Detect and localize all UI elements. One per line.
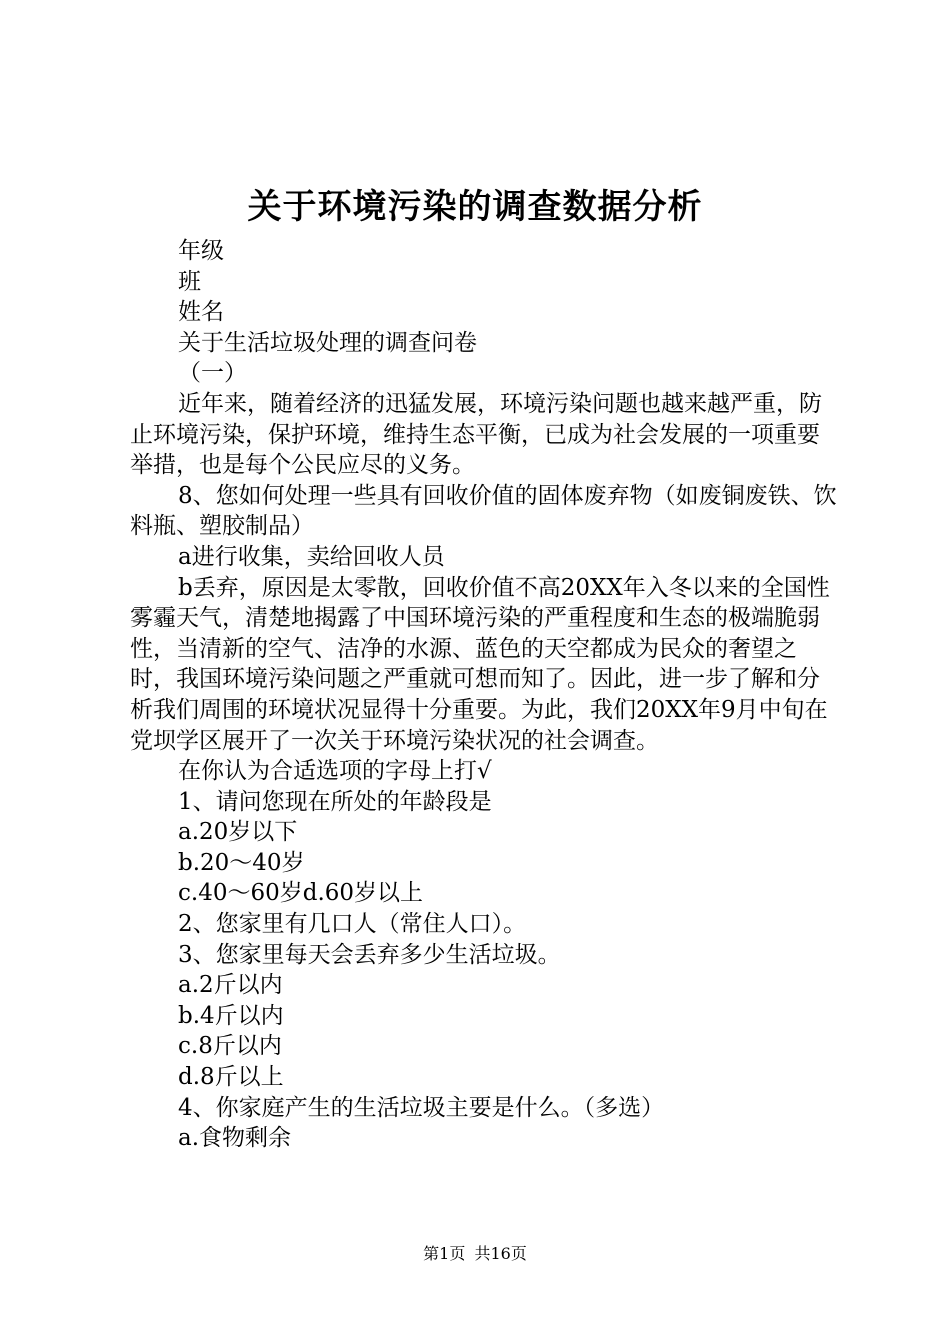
paragraph: 在你认为合适选项的字母上打√ <box>178 758 492 785</box>
paragraph: 8、您如何处理一些具有回收价值的固体废弃物（如废铜废铁、饮料瓶、塑胶制品） <box>130 482 837 540</box>
paragraph: 关于生活垃圾处理的调查问卷 <box>178 329 477 356</box>
paragraph: 年级 <box>178 238 224 264</box>
paragraph: 姓名 <box>178 299 224 326</box>
paragraph: a.2斤以内 <box>178 972 283 999</box>
paragraph: （一） <box>178 360 247 387</box>
paragraph: 班 <box>178 268 201 295</box>
paragraph: 3、您家里每天会丢弃多少生活垃圾。 <box>178 941 561 968</box>
paragraph: b.4斤以内 <box>178 1002 284 1029</box>
paragraph: b.20～40岁 <box>178 849 305 876</box>
paragraph: 近年来，随着经济的迅猛发展，环境污染问题也越来越严重，防止环境污染，保护环境，维持生态平衡，已成为社会发展的一项重要举措，也是每个公民应尽的义务。 <box>130 390 822 479</box>
paragraph: a进行收集，卖给回收人员 <box>178 543 445 570</box>
page-footer <box>0 1243 950 1265</box>
page-number: 第1页 <box>423 1244 466 1263</box>
page-total: 共16页 <box>474 1244 527 1263</box>
paragraph: 4、你家庭产生的生活垃圾主要是什么。（多选） <box>178 1094 665 1121</box>
paragraph: 1、请问您现在所处的年龄段是 <box>178 788 492 815</box>
paragraph: b丢弃，原因是太零散，回收价值不高20XX年入冬以来的全国性雾霾天气，清楚地揭露了中国环境污染的严重程度和生态的极端脆弱性，当清新的空气、洁净的水源、蓝色的天空都成为民众的奢望之时，我国环境污染问题之严重就可想而知了。因此，进一步了解和分析我们周围的环境状况显得十分重要。为此，我们20XX年9月中旬在党坝学区展开了一次关于环境污染状况的社会调查。 <box>130 574 830 754</box>
paragraph: a.20岁以下 <box>178 819 298 846</box>
paragraph: 2、您家里有几口人（常住人口）。 <box>178 911 527 938</box>
paragraph: a.食物剩余 <box>178 1125 292 1152</box>
paragraph: c.40～60岁d.60岁以上 <box>178 880 424 907</box>
document-title: 关于环境污染的调查数据分析 <box>247 187 703 227</box>
document-body <box>130 236 840 1154</box>
paragraph: c.8斤以内 <box>178 1033 282 1060</box>
paragraph: d.8斤以上 <box>178 1064 284 1091</box>
